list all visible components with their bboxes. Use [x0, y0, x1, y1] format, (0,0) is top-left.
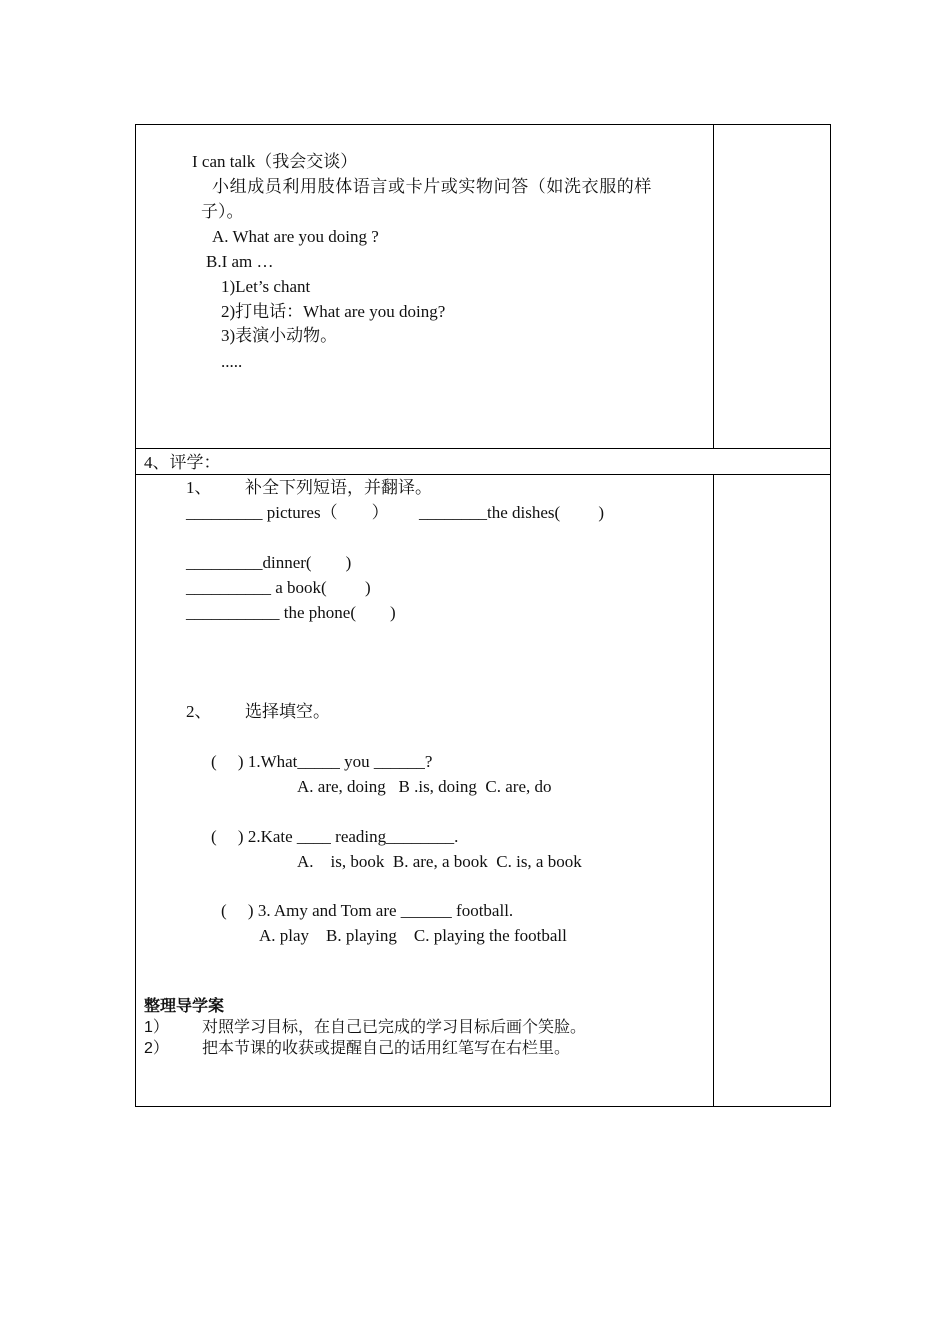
activity-3: 3)表演小动物。 [221, 326, 338, 345]
section-4-header: 4、评学： [144, 453, 221, 472]
question-1-options: A. are, doing B .is, doing C. are, do [297, 777, 552, 796]
exercise-2-title: 选择填空。 [245, 702, 330, 721]
exercise-1-number: 1、 [186, 478, 212, 497]
instruction-line-2: 子）。 [201, 202, 244, 221]
table-border-top [135, 124, 831, 125]
question-3-options: A. play B. playing C. playing the football [259, 926, 567, 945]
table-border-right [830, 124, 831, 1107]
activity-2: 2)打电话：What are you doing? [221, 302, 446, 321]
table-border-left [135, 124, 136, 1107]
question-3: ( ) 3. Amy and Tom are ______ football. [221, 901, 514, 920]
instruction-line-1: 小组成员利用肢体语言或卡片或实物问答（如洗衣服的样 [212, 177, 652, 196]
wrapup-item-1-number: 1） [144, 1019, 169, 1036]
section-heading-i-can-talk: I can talk（我会交谈） [192, 152, 358, 171]
wrapup-item-2-text: 把本节课的收获或提醒自己的话用红笔写在右栏里。 [202, 1040, 571, 1057]
phrase-row-1-left: _________ pictures（ ） [186, 503, 389, 522]
phrase-row-1-right: ________the dishes( ) [419, 503, 605, 522]
row-divider-1 [135, 448, 831, 449]
exercise-2-number: 2、 [186, 702, 212, 721]
wrapup-heading: 整理导学案 [144, 998, 225, 1015]
phrase-row-4: ___________ the phone( ) [186, 603, 396, 622]
question-1: ( ) 1.What_____ you ______? [211, 752, 433, 771]
activity-1: 1)Let’s chant [221, 277, 311, 296]
row-divider-2 [135, 474, 831, 475]
question-2-options: A. is, book B. are, a book C. is, a book [297, 852, 582, 871]
exercise-1-title: 补全下列短语，并翻译。 [245, 478, 432, 497]
phrase-row-2: _________dinner( ) [186, 553, 352, 572]
column-divider-bottom [713, 474, 714, 1107]
phrase-row-3: __________ a book( ) [186, 578, 371, 597]
dialog-b: B.I am … [206, 252, 274, 271]
column-divider-top [713, 124, 714, 449]
dialog-a: A. What are you doing ? [212, 227, 379, 246]
ellipsis: ..... [221, 352, 243, 371]
wrapup-item-1-text: 对照学习目标，在自己已完成的学习目标后画个笑脸。 [202, 1019, 587, 1036]
wrapup-item-2-number: 2） [144, 1040, 169, 1057]
table-border-bottom [135, 1106, 831, 1107]
question-2: ( ) 2.Kate ____ reading________. [211, 827, 459, 846]
